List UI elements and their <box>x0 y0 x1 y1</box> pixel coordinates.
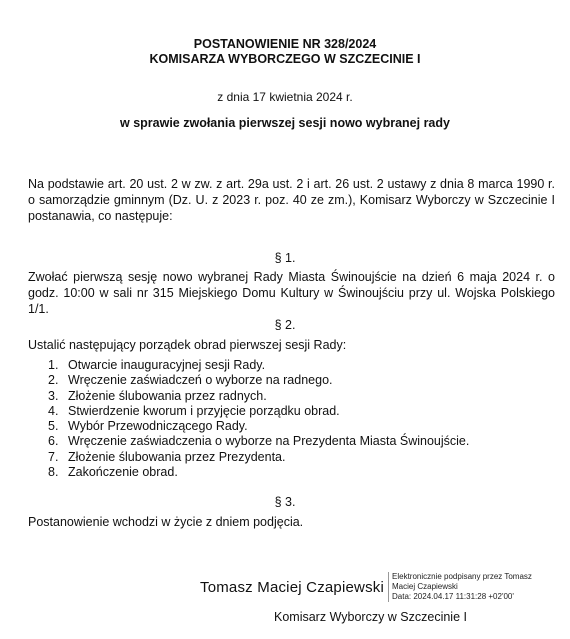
section-2-intro: Ustalić następujący porządek obrad pierwszej sesji Rady: <box>28 338 347 352</box>
list-item <box>28 358 469 373</box>
title-line-1: POSTANOWIENIE NR 328/2024 <box>193 37 377 51</box>
preamble: Na podstawie art. 20 ust. 2 w zw. z art. 29a ust. 2 i art. 26 ust. 2 ustawy z dnia 8 marca 1990 r. o samorządzie gminnym (Dz. U. z 2023 r. poz. 40 ze zm.), Komisarz Wyborczy w Szczecinie I postanawia, co następuje: <box>28 177 555 223</box>
section-3-mark: § 3. <box>274 495 296 509</box>
stamp-line-1: Elektronicznie podpisany przez Tomasz <box>392 572 532 581</box>
electronic-signature-stamp <box>388 572 532 602</box>
document-date: z dnia 17 kwietnia 2024 r. <box>217 90 353 104</box>
list-item <box>28 465 469 480</box>
list-item <box>28 404 469 419</box>
title-line-2: KOMISARZA WYBORCZEGO W SZCZECINIE I <box>149 52 421 66</box>
signature-name: Tomasz Maciej Czapiewski <box>200 579 385 596</box>
list-item-text: Otwarcie inauguracyjnej sesji Rady. <box>68 358 266 372</box>
list-item <box>28 373 469 388</box>
document-subject: w sprawie zwołania pierwszej sesji nowo wybranej rady <box>120 116 450 130</box>
list-item <box>28 434 469 449</box>
list-item-number: 8. <box>48 465 59 480</box>
list-item-number: 5. <box>48 419 59 434</box>
section-1-mark: § 1. <box>274 251 296 265</box>
list-item-number: 7. <box>48 449 59 464</box>
stamp-line-2: Maciej Czapiewski <box>392 582 458 591</box>
list-item-text: Złożenie ślubowania przez Prezydenta. <box>68 449 286 464</box>
list-item <box>28 450 469 465</box>
list-item-text: Wręczenie zaświadczeń o wyborze na radnego. <box>68 373 333 388</box>
stamp-line-3: Data: 2024.04.17 11:31:28 +02'00' <box>392 592 514 601</box>
list-item-number: 3. <box>48 388 59 403</box>
section-2-mark: § 2. <box>274 318 296 332</box>
list-item <box>28 419 469 434</box>
list-item-text: Stwierdzenie kworum i przyjęcie porządku obrad. <box>68 403 340 418</box>
list-item-number: 2. <box>48 373 59 388</box>
list-item <box>28 389 469 404</box>
agenda-list <box>28 358 469 480</box>
list-item-number: 4. <box>48 403 59 418</box>
list-item-text: Wybór Przewodniczącego Rady. <box>68 419 248 434</box>
list-item-number: 1. <box>48 358 59 372</box>
list-item-text: Złożenie ślubowania przez radnych. <box>68 388 267 403</box>
list-item-number: 6. <box>48 434 59 449</box>
list-item-text: Zakończenie obrad. <box>68 465 178 480</box>
section-3-text: Postanowienie wchodzi w życie z dniem podjęcia. <box>28 515 304 529</box>
section-1-text: Zwołać pierwszą sesję nowo wybranej Rady Miasta Świnoujście na dzień 6 maja 2024 r. o godz. 10:00 w sali nr 315 Miejskiego Domu Kultury w Świnoujściu przy ul. Wojska Polskiego 1/1. <box>28 270 555 316</box>
document-title <box>0 37 570 67</box>
signatory-role: Komisarz Wyborczy w Szczecinie I <box>274 610 467 624</box>
list-item-text: Wręczenie zaświadczenia o wyborze na Prezydenta Miasta Świnoujście. <box>68 434 470 449</box>
